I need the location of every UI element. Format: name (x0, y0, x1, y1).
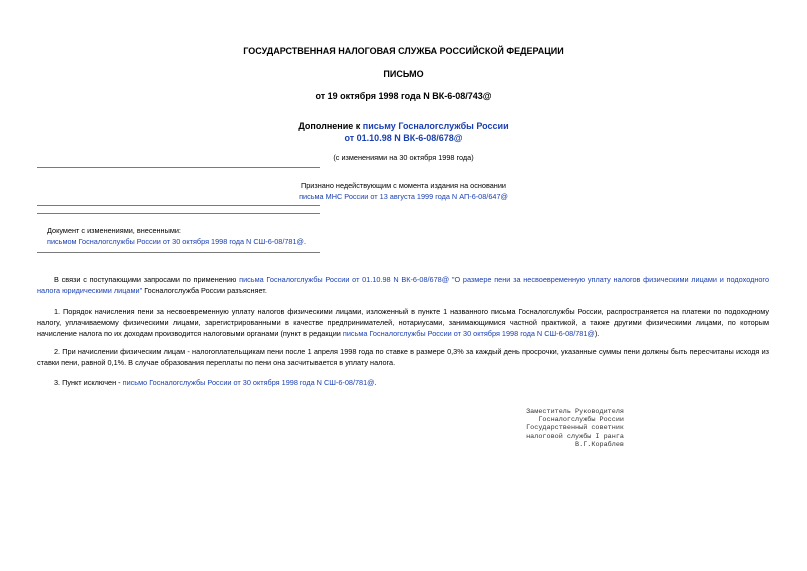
signature-block (450, 408, 624, 449)
signature-rank-1: Государственный советник (526, 424, 624, 433)
p1-link[interactable]: письма Госналогслужбы России от 30 октября 1998 года N СШ-6-08/781@ (342, 329, 595, 338)
paragraph-1: 1. Порядок начисления пени за несвоевременную уплату налогов физическими лицами, изложенный в пункте 1 названного письма Госналогслужбы России, распространяется на платежи по подоходному налогу, уплачиваемому физическими лицами, зарегистрированными в качестве предпринимателей, нотариусами, занимающимися частной практикой, а также другими физическими лицами, по которым начисление налога по их доходам производится налоговыми органами (пункт в редакции письма Госналогслужбы России от 30 октября 1998 года N СШ-6-08/781@). (37, 307, 769, 338)
divider (37, 205, 320, 206)
document-date-number: от 19 октября 1998 года N ВК-6-08/743@ (315, 91, 492, 101)
signature-position: Заместитель Руководителя (526, 408, 624, 416)
p3-link[interactable]: письмо Госналогслужбы России от 30 октября 1998 года N СШ-6-08/781@ (122, 378, 375, 387)
changes-label: Документ с изменениями, внесенными: (47, 226, 181, 235)
changes-note (47, 225, 447, 247)
paragraph-2: 2. При начислении физическим лицам - налогоплательщикам пени после 1 апреля 1998 года по ставке в размере 0,3% за каждый день просрочки, указанные суммы пени должны быть пересчитаны исходя из ставки пени, равной 0,1%. В случае образования переплаты по пени она засчитывается в уплату налога. (37, 347, 769, 367)
document-type: ПИСЬМО (383, 69, 424, 79)
paragraph-intro: В связи с поступающими запросами по применению письма Госналогслужбы России от 01.10.98 N ВК-6-08/678@ "О размере пени за несвоевременную уплату налогов физическими лицами и подоходного налога юридическими лицами" Госналогслужба России разъясняет. (37, 275, 769, 295)
divider (37, 213, 320, 214)
invalidated-notice (0, 180, 807, 202)
subject-prefix: Дополнение к (298, 121, 363, 131)
paragraph-3: 3. Пункт исключен - письмо Госналогслужбы России от 30 октября 1998 года N СШ-6-08/781@. (54, 378, 377, 387)
invalidated-link[interactable]: письма МНС России от 13 августа 1999 года N АП-6-08/647@ (299, 192, 508, 201)
divider (37, 167, 320, 168)
intro-link[interactable]: письма Госналогслужбы России от 01.10.98 N ВК-6-08/678@ "О размере пени за несвоевременную уплату налогов физическими лицами и подоходного налога юридическими лицами" (37, 275, 769, 295)
signature-name: В.Г.Кораблев (575, 440, 624, 449)
changes-link[interactable]: письмом Госналогслужбы России от 30 октября 1998 года N СШ-6-08/781@ (47, 237, 304, 246)
document-subject (0, 120, 807, 144)
amendments-note: (с изменениями на 30 октября 1998 года) (333, 153, 474, 162)
signature-agency: Госналогслужбы России (538, 416, 624, 425)
agency-title: ГОСУДАРСТВЕННАЯ НАЛОГОВАЯ СЛУЖБА РОССИЙСКОЙ ФЕДЕРАЦИИ (243, 46, 564, 56)
divider (37, 252, 320, 253)
subject-link-line2[interactable]: от 01.10.98 N ВК-6-08/678@ (344, 133, 463, 143)
changes-suffix: . (303, 237, 306, 246)
signature-rank-2: налоговой службы I ранга (526, 432, 624, 441)
subject-link-line1[interactable]: письму Госналогслужбы России (362, 121, 509, 131)
invalidated-text: Признано недействующим с момента издания на основании (300, 181, 506, 190)
